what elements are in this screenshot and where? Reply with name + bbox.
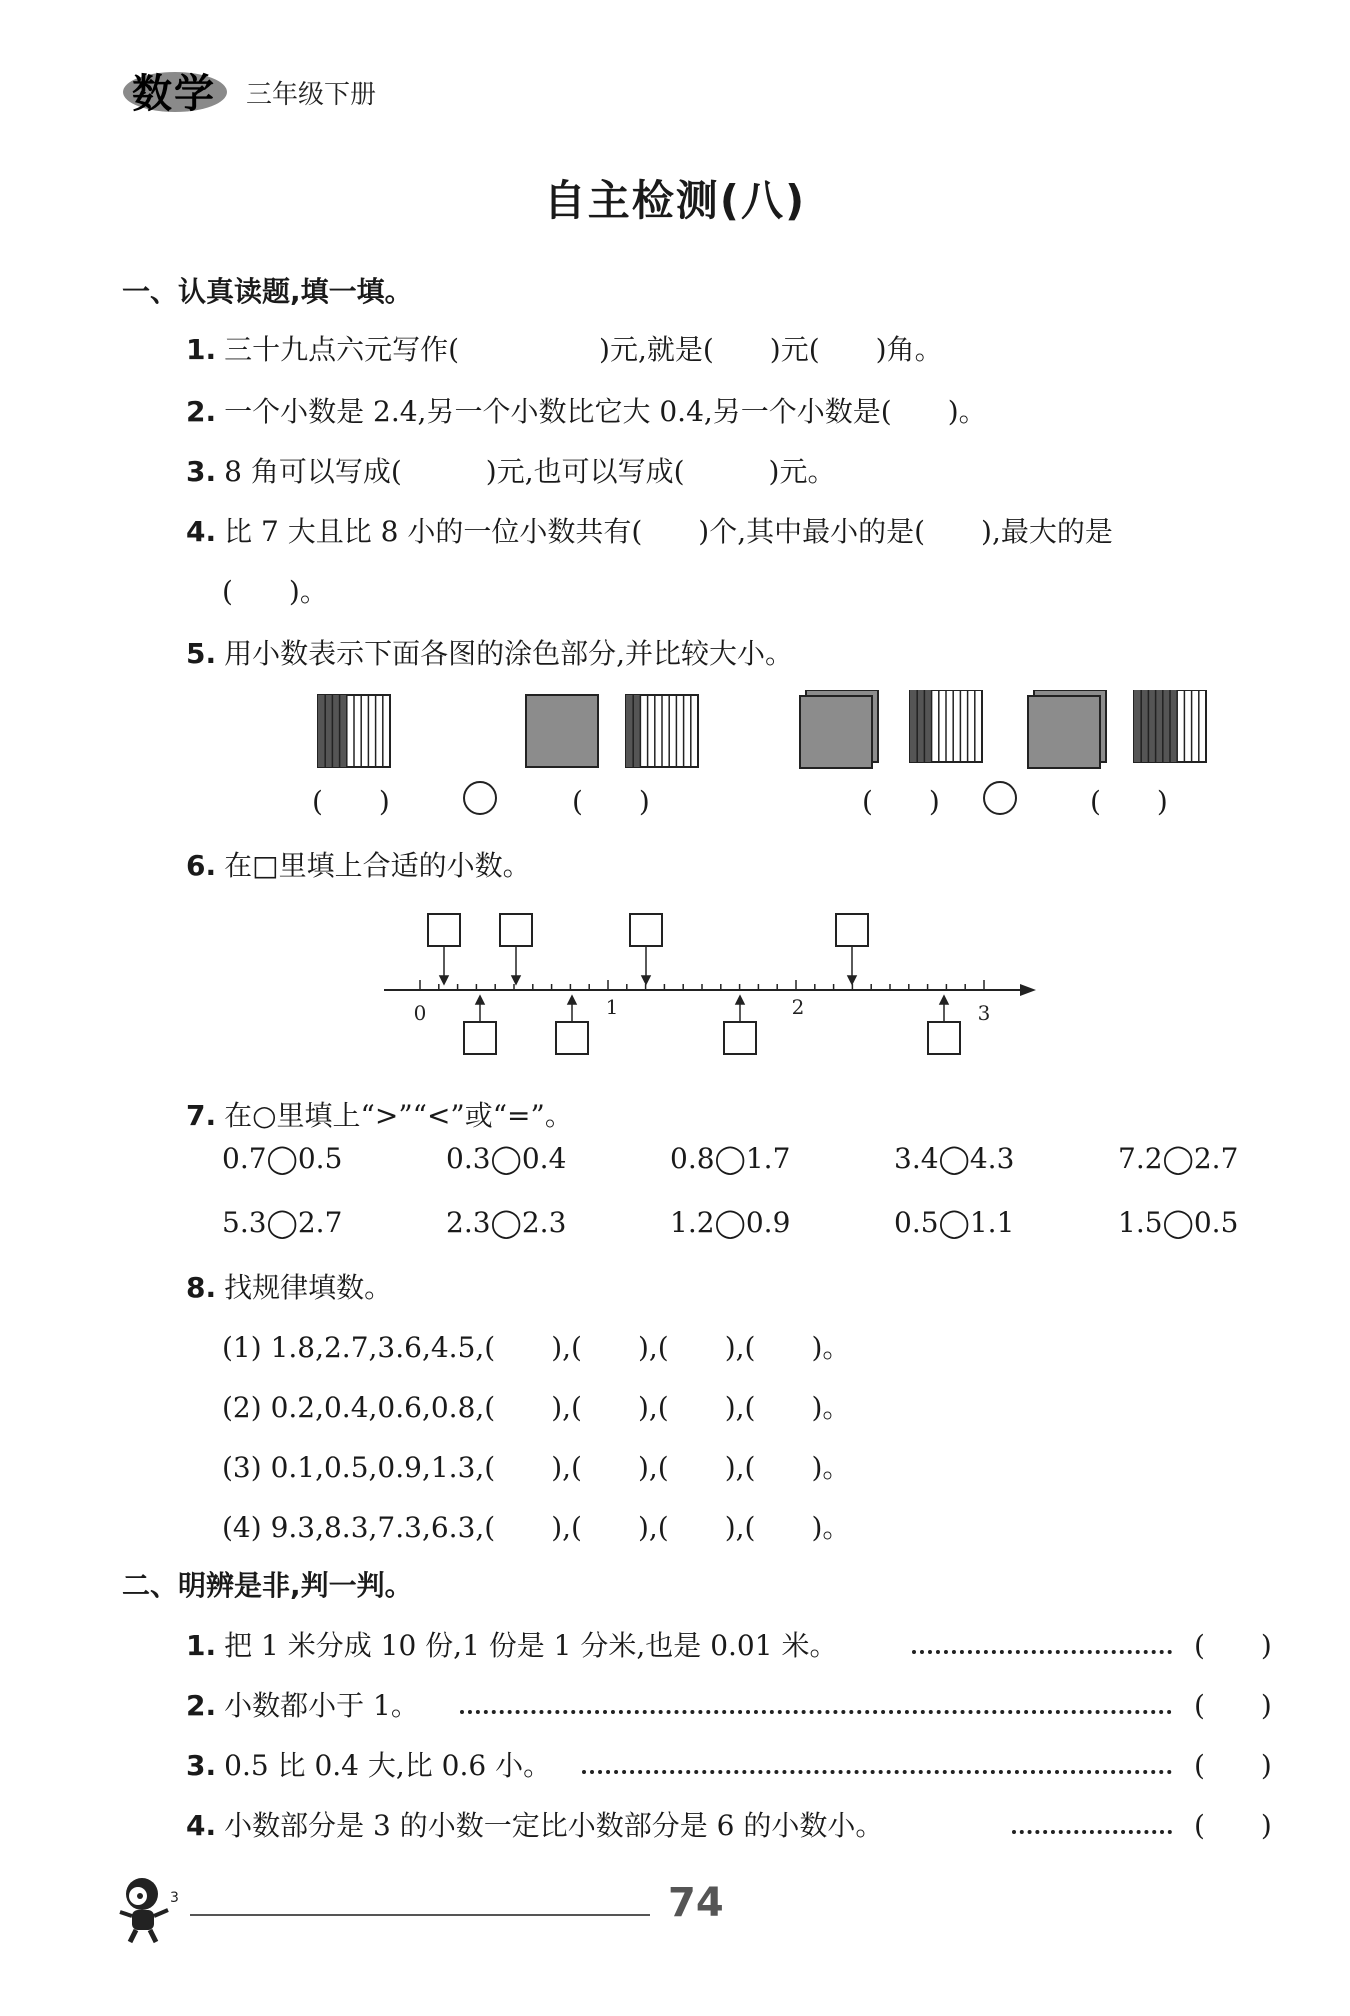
compare-item: 0.7◯0.5 (222, 1142, 343, 1175)
judge-answer-paren-1: ( ) (1194, 1629, 1272, 1662)
question-number: 7. (186, 1099, 217, 1132)
compare-circle-2 (984, 782, 1016, 814)
q5-answer-paren-4: ( ) (1090, 785, 1168, 818)
compare-item: 1.5◯0.5 (1118, 1206, 1239, 1239)
compare-item: 0.5◯1.1 (894, 1206, 1015, 1239)
leader-dots (912, 1650, 1172, 1654)
footer-rule (190, 1914, 650, 1916)
question-8 (186, 1266, 392, 1306)
question-text: 0.5 比 0.4 大,比 0.6 小。 (224, 1749, 552, 1782)
compare-item: 3.4◯4.3 (894, 1142, 1015, 1175)
compare-circle-1 (464, 782, 496, 814)
q5-answer-paren-3: ( ) (862, 785, 940, 818)
question-2 (186, 390, 987, 430)
full-square-figure (526, 695, 598, 767)
question-6 (186, 844, 531, 884)
answer-box-top-1 (428, 914, 460, 946)
strip-figure-4 (1134, 690, 1206, 762)
question-number: 1. (186, 333, 217, 366)
judge-answer-paren-4: ( ) (1194, 1809, 1272, 1842)
compare-item: 0.3◯0.4 (446, 1142, 567, 1175)
question-text: 8 角可以写成( )元,也可以写成( )元。 (224, 455, 836, 488)
judge-item-4 (186, 1804, 883, 1844)
compare-item: 2.3◯2.3 (446, 1206, 567, 1239)
strip-figure-1 (318, 695, 390, 767)
tick-label-0: 0 (413, 1001, 427, 1025)
judge-answer-paren-2: ( ) (1194, 1689, 1272, 1722)
question-number: 3. (186, 455, 217, 488)
tick-label-2: 2 (791, 995, 805, 1019)
judge-item-3 (186, 1744, 551, 1784)
section1-heading: 一、认真读题,填一填。 (122, 275, 413, 308)
question-text: 小数部分是 3 的小数一定比小数部分是 6 的小数小。 (224, 1809, 884, 1842)
question-text: 找规律填数。 (224, 1271, 393, 1304)
judge-item-1 (186, 1624, 837, 1664)
question-3 (186, 450, 835, 490)
stacked-square-figure-1 (800, 690, 878, 768)
judge-item-2 (186, 1684, 419, 1724)
question-number: 6. (186, 849, 217, 882)
q5-answer-paren-1: ( ) (312, 785, 390, 818)
question-text: 把 1 米分成 10 份,1 份是 1 分米,也是 0.01 米。 (224, 1629, 838, 1662)
q5-answer-paren-2: ( ) (572, 785, 650, 818)
question-5 (186, 632, 793, 672)
compare-item: 5.3◯2.7 (222, 1206, 343, 1239)
question-number: 4. (186, 1809, 217, 1842)
answer-box-top-3 (630, 914, 662, 946)
compare-item: 0.8◯1.7 (670, 1142, 791, 1175)
answer-box-bottom-1 (464, 1022, 496, 1054)
tick-label-1: 1 (605, 995, 619, 1019)
question-1 (186, 328, 943, 368)
strip-figure-3 (910, 690, 982, 762)
question-number: 2. (186, 395, 217, 428)
question-number: 4. (186, 515, 217, 548)
number-line (380, 910, 1040, 1070)
question-number: 8. (186, 1271, 217, 1304)
compare-item: 7.2◯2.7 (1118, 1142, 1239, 1175)
question-text: 在○里填上“>”“<”或“=”。 (224, 1099, 573, 1132)
question-number: 1. (186, 1629, 217, 1662)
answer-box-top-2 (500, 914, 532, 946)
page-number: 74 (668, 1880, 724, 1926)
header-subject: 数学 (132, 71, 216, 117)
answer-box-bottom-3 (724, 1022, 756, 1054)
question-7 (186, 1094, 573, 1134)
pattern-line-2: (2) 0.2,0.4,0.6,0.8,( ),( ),( ),( )。 (222, 1391, 851, 1424)
pattern-line-3: (3) 0.1,0.5,0.9,1.3,( ),( ),( ),( )。 (222, 1451, 851, 1484)
answer-box-bottom-2 (556, 1022, 588, 1054)
question-text: 一个小数是 2.4,另一个小数比它大 0.4,另一个小数是( )。 (224, 395, 987, 428)
question-number: 3. (186, 1749, 217, 1782)
leader-dots (460, 1710, 1172, 1714)
page-title: 自主检测(八) (543, 176, 807, 225)
question-4-continuation: ( )。 (222, 575, 328, 608)
answer-box-bottom-4 (928, 1022, 960, 1054)
stacked-square-figure-2 (1028, 690, 1106, 768)
header-grade: 三年级下册 (246, 80, 377, 110)
pattern-line-4: (4) 9.3,8.3,7.3,6.3,( ),( ),( ),( )。 (222, 1511, 851, 1544)
question-text: 小数都小于 1。 (224, 1689, 419, 1722)
pattern-line-1: (1) 1.8,2.7,3.6,4.5,( ),( ),( ),( )。 (222, 1331, 851, 1364)
judge-answer-paren-3: ( ) (1194, 1749, 1272, 1782)
question-4 (186, 510, 1113, 550)
tick-label-3: 3 (977, 1001, 991, 1025)
question-text: 比 7 大且比 8 小的一位小数共有( )个,其中最小的是( ),最大的是 (224, 515, 1113, 548)
section2-heading: 二、明辨是非,判一判。 (122, 1569, 413, 1602)
answer-box-top-4 (836, 914, 868, 946)
leader-dots (582, 1770, 1172, 1774)
mascot-icon (112, 1872, 190, 1944)
question-text: 三十九点六元写作( )元,就是( )元( )角。 (224, 333, 943, 366)
svg-text:3: 3 (170, 1890, 179, 1906)
strip-figure-2 (626, 695, 698, 767)
compare-item: 1.2◯0.9 (670, 1206, 791, 1239)
question-number: 5. (186, 637, 217, 670)
leader-dots (1012, 1830, 1172, 1834)
question-text: 用小数表示下面各图的涂色部分,并比较大小。 (224, 637, 794, 670)
question-number: 2. (186, 1689, 217, 1722)
question-text: 在□里填上合适的小数。 (224, 849, 531, 882)
